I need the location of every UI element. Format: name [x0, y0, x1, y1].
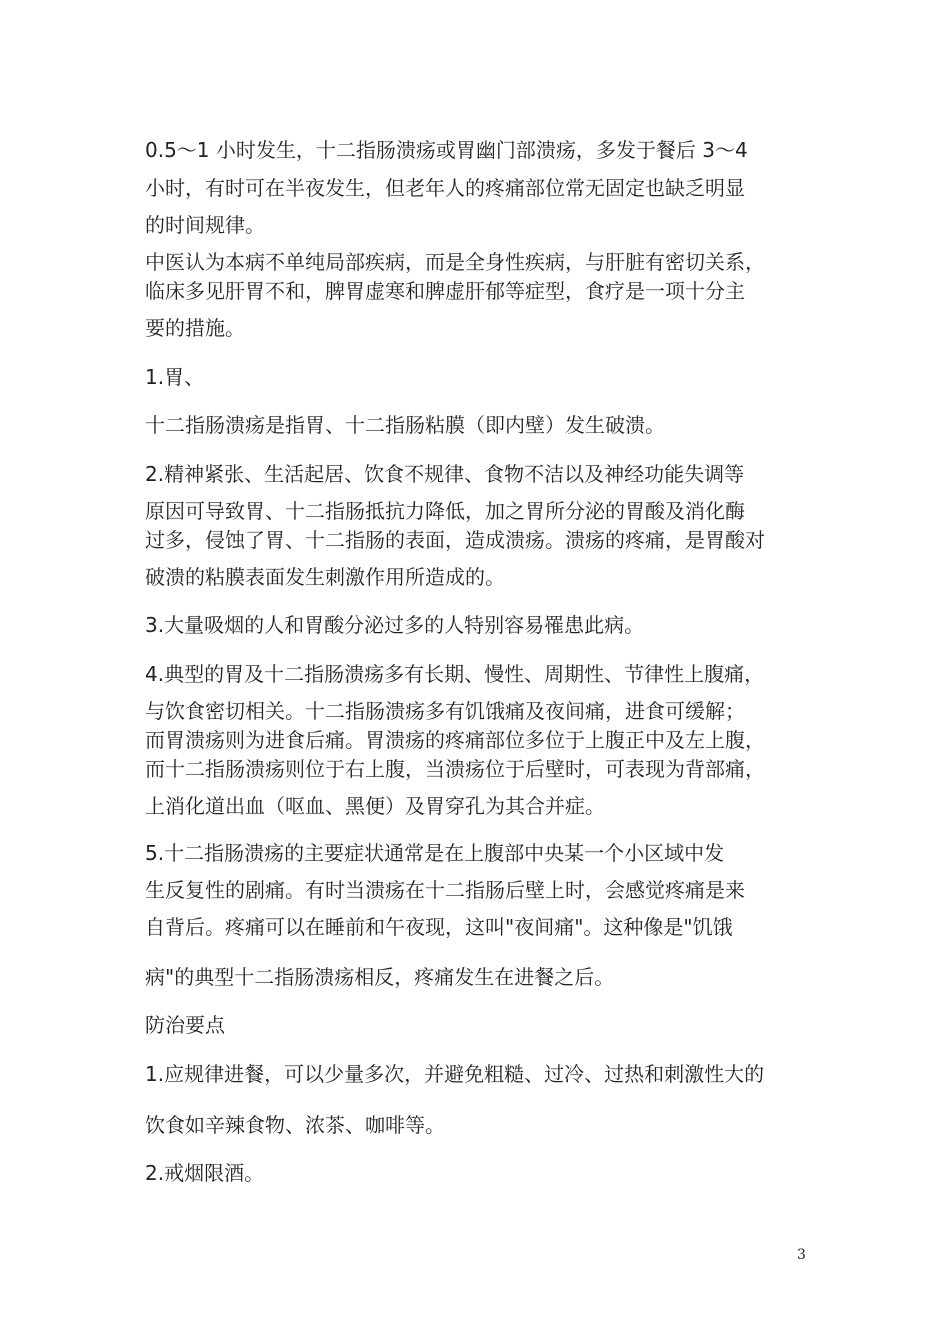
- text-line: 0.5～1 小时发生，十二指肠溃疡或胃幽门部溃疡，多发于餐后 3～4: [145, 138, 748, 162]
- text-line: 生反复性的剧痛。有时当溃疡在十二指肠后壁上时，会感觉疼痛是来: [145, 878, 745, 902]
- text-line: 要的措施。: [145, 316, 245, 340]
- text-line: 饮食如辛辣食物、浓茶、咖啡等。: [145, 1113, 445, 1137]
- text-line: 小时，有时可在半夜发生，但老年人的疼痛部位常无固定也缺乏明显: [145, 176, 745, 200]
- text-line: 而十二指肠溃疡则位于右上腹，当溃疡位于后壁时，可表现为背部痛，: [145, 757, 765, 781]
- text-line: 中医认为本病不单纯局部疾病，而是全身性疾病，与肝脏有密切关系，: [145, 250, 765, 274]
- page-number: 3: [797, 1247, 806, 1263]
- text-line: 5.十二指肠溃疡的主要症状通常是在上腹部中央某一个小区域中发: [145, 841, 725, 865]
- text-line: 过多，侵蚀了胃、十二指肠的表面，造成溃疡。溃疡的疼痛，是胃酸对: [145, 528, 765, 552]
- text-line: 4.典型的胃及十二指肠溃疡多有长期、慢性、周期性、节律性上腹痛，: [145, 662, 765, 686]
- text-line: 上消化道出血（呕血、黑便）及胃穿孔为其合并症。: [145, 794, 605, 818]
- text-line: 与饮食密切相关。十二指肠溃疡多有饥饿痛及夜间痛，进食可缓解；: [145, 699, 745, 723]
- text-line: 破溃的粘膜表面发生刺激作用所造成的。: [145, 565, 505, 589]
- text-line: 2.戒烟限酒。: [145, 1161, 265, 1185]
- text-line: 临床多见肝胃不和，脾胃虚寒和脾虚肝郁等症型，食疗是一项十分主: [145, 279, 745, 303]
- text-line: 自背后。疼痛可以在睡前和午夜现，这叫"夜间痛"。这种像是"饥饿: [145, 915, 733, 939]
- text-line: 2.精神紧张、生活起居、饮食不规律、食物不洁以及神经功能失调等: [145, 462, 745, 486]
- section-heading: 防治要点: [145, 1013, 225, 1037]
- text-line: 3.大量吸烟的人和胃酸分泌过多的人特别容易罹患此病。: [145, 613, 645, 637]
- text-line: 而胃溃疡则为进食后痛。胃溃疡的疼痛部位多位于上腹正中及左上腹，: [145, 728, 765, 752]
- text-line: 1.应规律进餐，可以少量多次，并避免粗糙、过冷、过热和刺激性大的: [145, 1062, 765, 1086]
- text-line: 原因可导致胃、十二指肠抵抗力降低，加之胃所分泌的胃酸及消化酶: [145, 499, 745, 523]
- text-line: 的时间规律。: [145, 213, 265, 237]
- text-line: 病"的典型十二指肠溃疡相反，疼痛发生在进餐之后。: [145, 965, 615, 989]
- text-line: 十二指肠溃疡是指胃、十二指肠粘膜（即内壁）发生破溃。: [145, 413, 665, 437]
- text-line: 1.胃、: [145, 365, 205, 389]
